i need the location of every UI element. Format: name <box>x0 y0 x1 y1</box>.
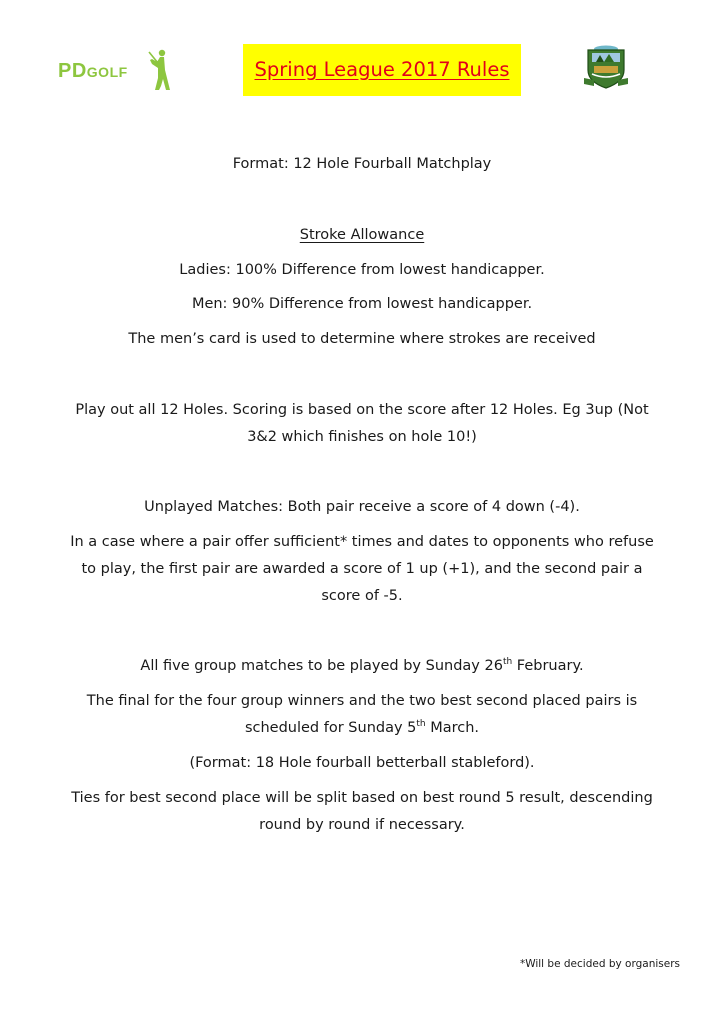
pdgolf-logo <box>58 48 170 92</box>
unplayed-line-4: score of -5. <box>321 588 403 604</box>
format-line: Format: 12 Hole Fourball Matchplay <box>232 156 492 172</box>
final-line-1: The final for the four group winners and the two best second placed pairs is <box>86 693 638 709</box>
unplayed-line-1: Unplayed Matches: Both pair receive a score of 4 down (-4). <box>144 499 580 515</box>
page-title: Spring League 2017 Rules <box>254 58 510 81</box>
play-out-line-1: Play out all 12 Holes. Scoring is based on the score after 12 Holes. Eg 3up (Not <box>75 402 649 418</box>
unplayed-line-2: In a case where a pair offer sufficient* times and dates to opponents who refuse <box>70 534 654 550</box>
final-format: (Format: 18 Hole fourball betterball stableford). <box>189 755 535 771</box>
ties-line-2: round by round if necessary. <box>259 817 465 833</box>
group-deadline: All five group matches to be played by Sunday 26th February. <box>140 657 584 674</box>
ladies-allowance: Ladies: 100% Difference from lowest handicapper. <box>179 262 545 278</box>
unplayed-line-3: to play, the first pair are awarded a score of 1 up (+1), and the second pair a <box>81 561 643 577</box>
card-note: The men’s card is used to determine where strokes are received <box>128 331 596 347</box>
final-date: scheduled for Sunday 5th March. <box>244 719 480 736</box>
ties-line-1: Ties for best second place will be split based on best round 5 result, descending <box>71 790 653 806</box>
stroke-allowance-heading: Stroke Allowance <box>299 227 425 243</box>
play-out-line-2: 3&2 which finishes on hole 10!) <box>247 429 477 445</box>
pdgolf-logo-text: PDGOLF <box>58 60 128 82</box>
club-crest-icon <box>582 44 630 90</box>
title-banner <box>243 44 521 96</box>
golfer-icon <box>146 48 172 92</box>
men-allowance: Men: 90% Difference from lowest handicapper. <box>191 296 533 312</box>
footnote: *Will be decided by organisers <box>519 958 680 970</box>
